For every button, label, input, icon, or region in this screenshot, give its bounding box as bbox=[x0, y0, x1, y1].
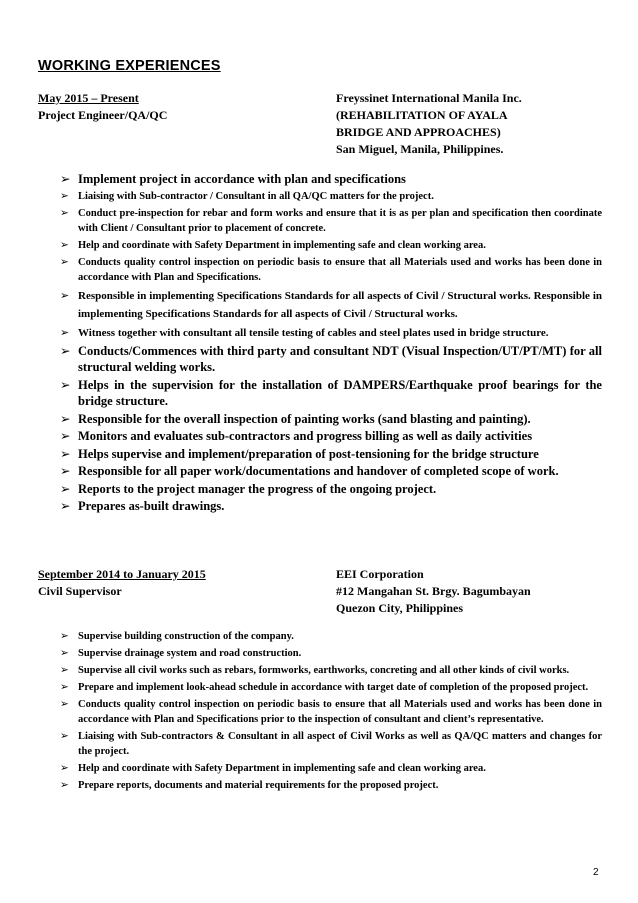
list-item bbox=[60, 324, 602, 342]
list-item bbox=[60, 255, 602, 285]
arrow-bullet-icon: ➢ bbox=[60, 445, 71, 461]
list-item-text: Help and coordinate with Safety Department in implementing safe and clean working area. bbox=[78, 763, 486, 774]
company-line: (REHABILITATION OF AYALA bbox=[336, 108, 508, 122]
list-item-text: Supervise building construction of the company. bbox=[78, 631, 294, 642]
list-item-text: Supervise drainage system and road construction. bbox=[78, 648, 302, 659]
arrow-bullet-icon: ➢ bbox=[60, 664, 69, 676]
list-item bbox=[60, 498, 602, 515]
list-item bbox=[60, 463, 602, 480]
list-item-text: Monitors and evaluates sub-contractors and progress billing as well as daily activities bbox=[78, 429, 533, 443]
list-item-text: Reports to the project manager the progress of the ongoing project. bbox=[78, 481, 437, 496]
arrow-bullet-icon: ➢ bbox=[60, 189, 69, 202]
list-item bbox=[60, 481, 602, 498]
job-header-1 bbox=[38, 90, 608, 160]
arrow-bullet-icon: ➢ bbox=[60, 171, 71, 186]
arrow-bullet-icon: ➢ bbox=[60, 647, 69, 659]
list-item-text: Responsible for the overall inspection of painting works (sand blasting and painting). bbox=[78, 411, 531, 426]
job-1-responsibilities bbox=[60, 171, 602, 516]
job-header-2 bbox=[38, 566, 608, 618]
job-2-left bbox=[38, 566, 328, 600]
arrow-bullet-icon: ➢ bbox=[60, 698, 69, 710]
list-item bbox=[60, 629, 602, 644]
company-line: EEI Corporation bbox=[336, 567, 424, 581]
list-item-text: Responsible in implementing Specifications Standards for all aspects of Civil / Structural works. Responsible in implementing Specifications Standards for all aspects of Civil / Structural works. bbox=[78, 289, 602, 320]
list-item-text: Prepare reports, documents and material requirements for the proposed project. bbox=[78, 780, 439, 791]
list-item-text: Liaising with Sub-contractor / Consultant in all QA/QC matters for the project. bbox=[78, 190, 434, 202]
list-item bbox=[60, 287, 602, 323]
company-line: San Miguel, Manila, Philippines. bbox=[336, 142, 504, 156]
list-item bbox=[60, 680, 602, 695]
list-item bbox=[60, 377, 602, 410]
job-date: September 2014 to January 2015 bbox=[38, 567, 206, 581]
job-2-responsibilities bbox=[60, 629, 602, 795]
arrow-bullet-icon: ➢ bbox=[60, 206, 69, 219]
list-item bbox=[60, 697, 602, 727]
job-date: May 2015 – Present bbox=[38, 91, 139, 105]
arrow-bullet-icon: ➢ bbox=[60, 238, 69, 251]
list-item bbox=[60, 646, 602, 661]
list-item bbox=[60, 761, 602, 776]
list-item-text: Witness together with consultant all tensile testing of cables and steel plates used in bridge structure. bbox=[78, 326, 549, 339]
list-item bbox=[60, 171, 602, 188]
list-item bbox=[60, 446, 602, 463]
job-company bbox=[336, 566, 616, 617]
section-title: WORKING EXPERIENCES bbox=[38, 58, 221, 74]
arrow-bullet-icon: ➢ bbox=[60, 410, 71, 426]
list-item-text: Responsible for all paper work/documentations and handover of completed scope of work. bbox=[78, 464, 559, 478]
list-item-text: Liaising with Sub-contractors & Consultant in all aspect of Civil Works as well as QA/QC matters and changes for the project. bbox=[78, 731, 602, 757]
company-line: #12 Mangahan St. Brgy. Bagumbayan bbox=[336, 584, 531, 598]
list-item bbox=[60, 729, 602, 759]
company-line: Freyssinet International Manila Inc. bbox=[336, 91, 522, 105]
arrow-bullet-icon: ➢ bbox=[60, 730, 69, 742]
arrow-bullet-icon: ➢ bbox=[60, 255, 69, 268]
list-item-text: Conducts/Commences with third party and consultant NDT (Visual Inspection/UT/PT/MT) for all structural welding works. bbox=[78, 343, 602, 374]
job-position: Project Engineer/QA/QC bbox=[38, 108, 168, 122]
arrow-bullet-icon: ➢ bbox=[60, 463, 71, 478]
page-number: 2 bbox=[593, 867, 599, 878]
job-company bbox=[336, 90, 616, 158]
list-item bbox=[60, 778, 602, 793]
arrow-bullet-icon: ➢ bbox=[60, 325, 70, 339]
company-line: Quezon City, Philippines bbox=[336, 601, 464, 615]
list-item bbox=[60, 189, 602, 204]
list-item-text: Help and coordinate with Safety Department in implementing safe and clean working area. bbox=[78, 239, 486, 251]
list-item bbox=[60, 411, 602, 428]
list-item-text: Helps supervise and implement/preparation of post-tensioning for the bridge structure bbox=[78, 446, 539, 461]
list-item bbox=[60, 428, 602, 445]
list-item-text: Conducts quality control inspection on periodic basis to ensure that all Materials used and works has been done in accordance with Plan and Specifications prior to the inspection of consultant and client’s representative. bbox=[78, 699, 602, 725]
list-item-text: Prepare and implement look-ahead schedule in accordance with target date of completion of the proposed project. bbox=[78, 682, 589, 693]
arrow-bullet-icon: ➢ bbox=[60, 762, 69, 774]
list-item-text: Helps in the supervision for the installation of DAMPERS/Earthquake proof bearings for the bridge structure. bbox=[78, 377, 602, 408]
list-item-text: Implement project in accordance with plan and specifications bbox=[78, 172, 406, 186]
arrow-bullet-icon: ➢ bbox=[60, 480, 71, 496]
list-item-text: Supervise all civil works such as rebars, formworks, earthworks, concreting and all other kinds of civil works. bbox=[78, 665, 570, 676]
arrow-bullet-icon: ➢ bbox=[60, 376, 71, 392]
list-item bbox=[60, 238, 602, 253]
arrow-bullet-icon: ➢ bbox=[60, 342, 71, 358]
arrow-bullet-icon: ➢ bbox=[60, 428, 71, 443]
list-item bbox=[60, 663, 602, 678]
arrow-bullet-icon: ➢ bbox=[60, 779, 69, 791]
job-1-left bbox=[38, 90, 328, 124]
company-line: BRIDGE AND APPROACHES) bbox=[336, 125, 501, 139]
list-item bbox=[60, 343, 602, 376]
list-item-text: Conduct pre-inspection for rebar and form works and ensure that it is as per plan and specification then coordinate with Client / Consultant prior to placement of concrete. bbox=[78, 207, 602, 234]
arrow-bullet-icon: ➢ bbox=[60, 498, 71, 513]
list-item-text: Prepares as-built drawings. bbox=[78, 499, 225, 513]
list-item-text: Conducts quality control inspection on periodic basis to ensure that all Materials used and works has been done in accordance with Plan and Specifications. bbox=[78, 256, 602, 283]
job-position: Civil Supervisor bbox=[38, 584, 122, 598]
arrow-bullet-icon: ➢ bbox=[60, 288, 70, 302]
arrow-bullet-icon: ➢ bbox=[60, 681, 69, 693]
arrow-bullet-icon: ➢ bbox=[60, 630, 69, 642]
list-item bbox=[60, 206, 602, 236]
